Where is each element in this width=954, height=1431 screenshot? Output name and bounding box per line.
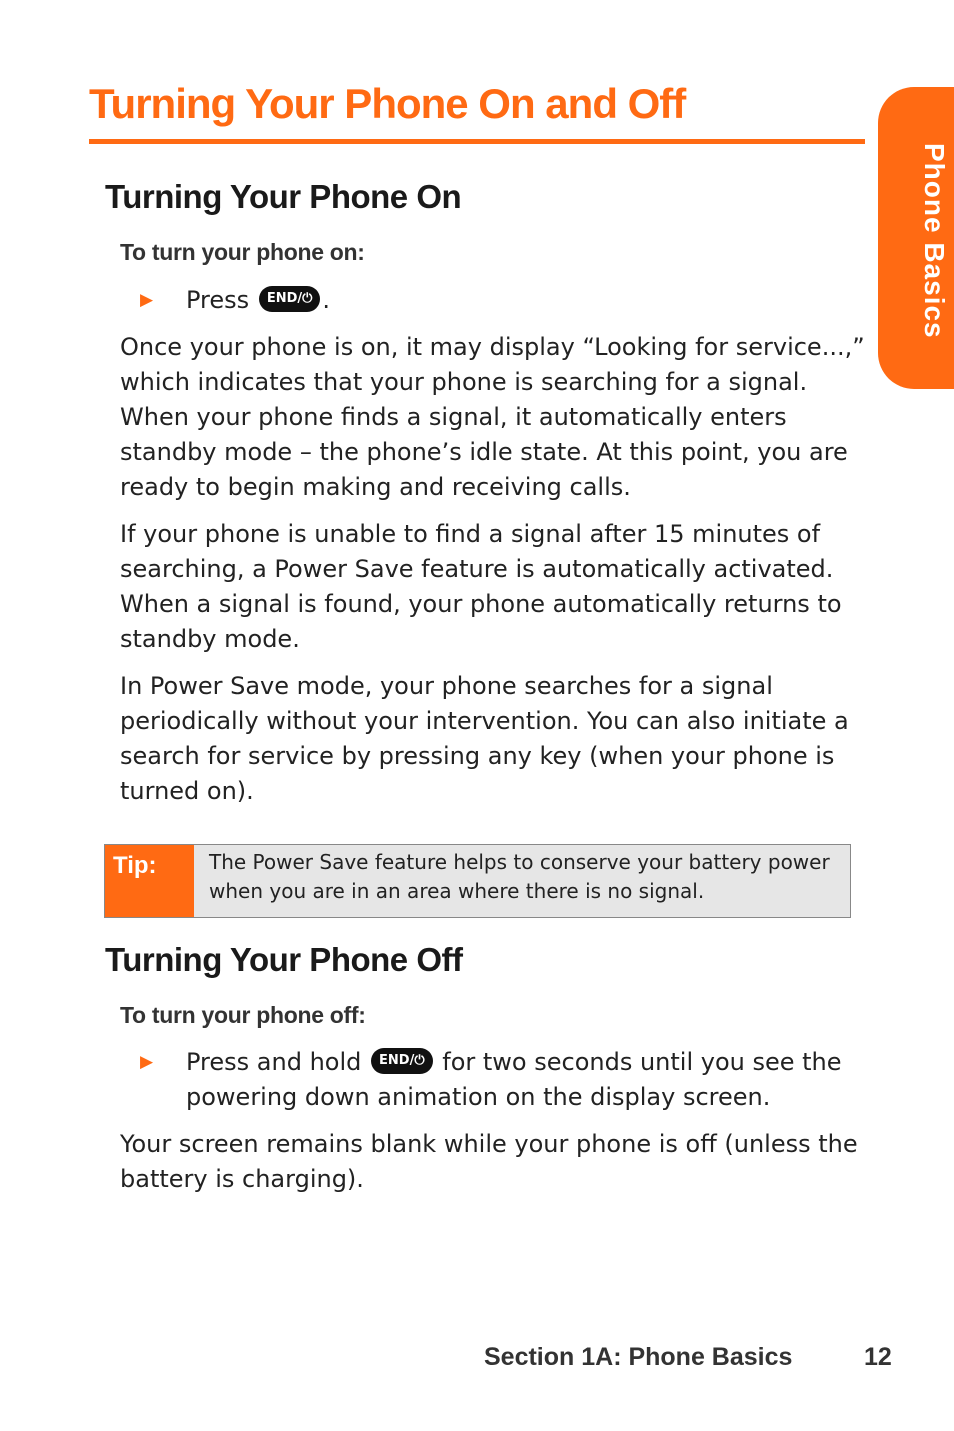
step-text <box>186 1045 866 1115</box>
footer-page-number: 12 <box>864 1343 892 1371</box>
subheading-turn-off: To turn your phone off: <box>120 1002 366 1028</box>
heading-turn-on: Turning Your Phone On <box>105 178 462 215</box>
step-prefix: Press and hold <box>186 1048 362 1076</box>
tip-box <box>104 844 851 918</box>
title-divider <box>89 139 865 144</box>
heading-turn-off: Turning Your Phone Off <box>105 941 463 978</box>
tip-label: Tip: <box>105 845 194 917</box>
page-title: Turning Your Phone On and Off <box>89 80 686 127</box>
triangle-bullet-icon: ▶ <box>140 290 154 310</box>
paragraph-screen-blank: Your screen remains blank while your phone is off (unless the battery is charging). <box>120 1130 858 1193</box>
paragraph-power-save: If your phone is unable to find a signal after 15 minutes of searching, a Power Save feature is automatically activated. When a signal is found, your phone automatically returns to standby mode. <box>120 520 842 653</box>
subheading-turn-on: To turn your phone on: <box>120 239 365 265</box>
end-power-key-icon: END/⏻ <box>259 286 321 312</box>
step-suffix: . <box>322 286 331 314</box>
triangle-bullet-icon: ▶ <box>140 1052 154 1072</box>
step-suffix: for two seconds until you see the powering down animation on the display screen. <box>186 1048 842 1111</box>
paragraph-power-save-mode: In Power Save mode, your phone searches for a signal periodically without your intervention. You can also initiate a search for service by pressing any key (when your phone is turned on). <box>120 672 849 805</box>
paragraph-looking-for-service: Once your phone is on, it may display “Looking for service...,” which indicates that your phone is searching for a signal. When your phone finds a signal, it automatically enters standby mode – the phone’s idle state. At this point, you are ready to begin making and receiving calls. <box>120 333 865 501</box>
end-power-key-icon: END/⏻ <box>371 1048 433 1074</box>
tip-text: The Power Save feature helps to conserve your battery power when you are in an area where there is no signal. <box>209 850 830 903</box>
step-press-hold-end <box>140 1045 870 1117</box>
step-text <box>186 283 866 318</box>
footer-section-label: Section 1A: Phone Basics <box>484 1343 793 1371</box>
side-tab-label: Phone Basics <box>919 143 950 339</box>
step-prefix: Press <box>186 286 250 314</box>
